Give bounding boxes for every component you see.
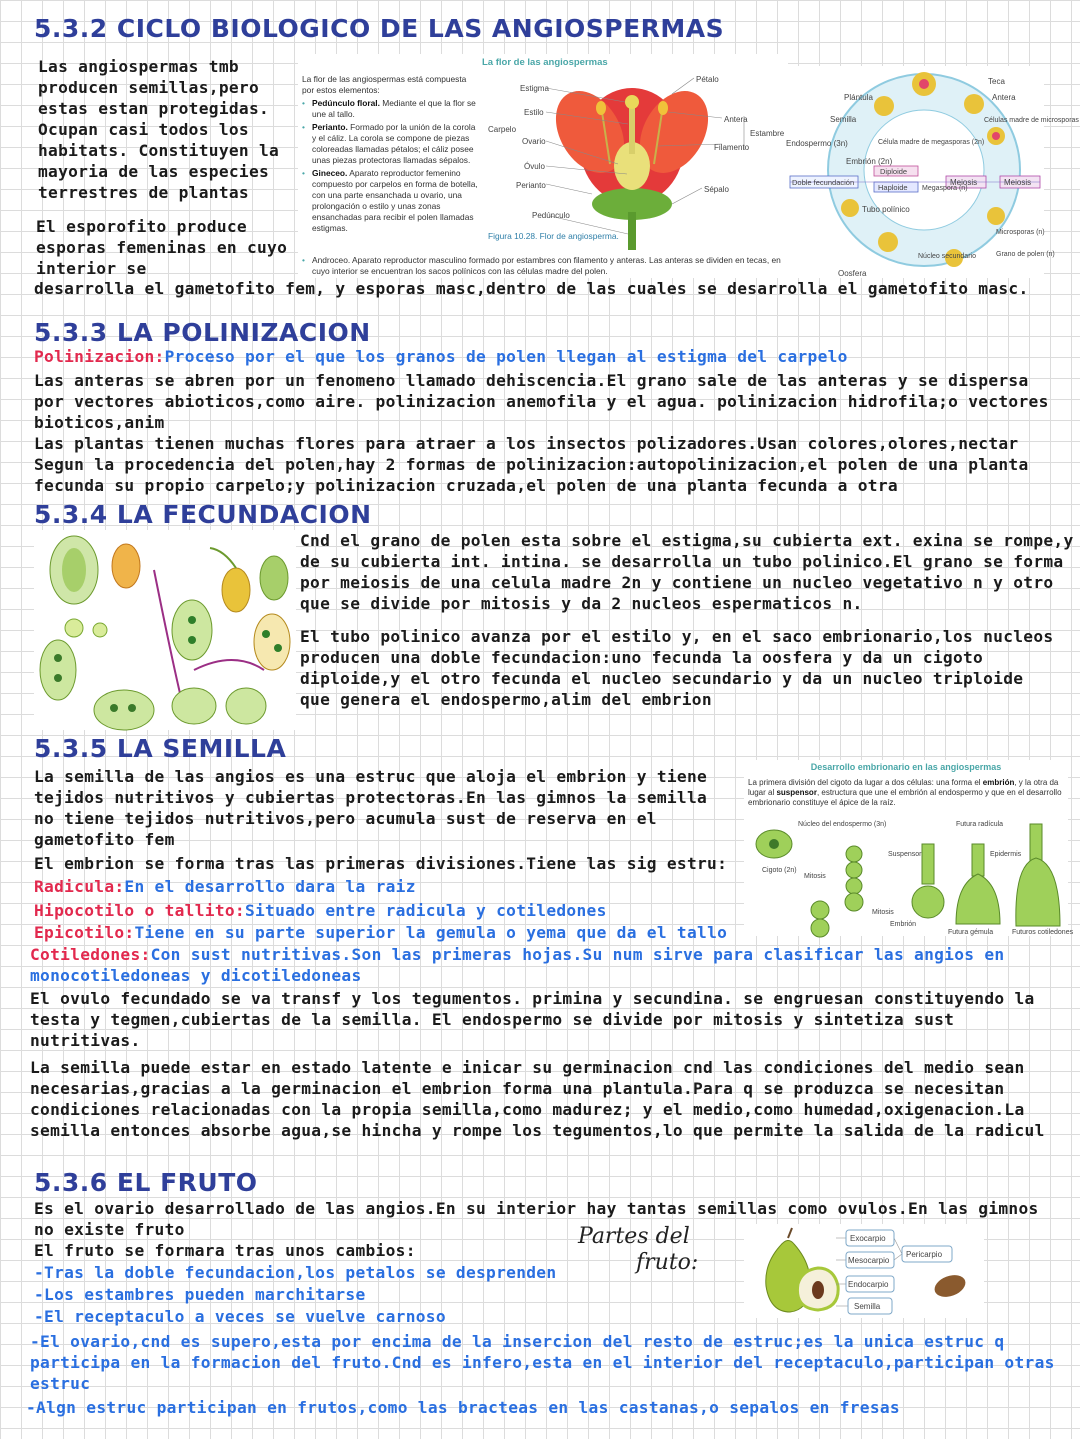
svg-text:Núcleo del endospermo (3n): Núcleo del endospermo (3n) [798, 821, 887, 828]
svg-text:Suspensor: Suspensor [888, 851, 922, 858]
fruit-parts-figure [744, 1224, 984, 1318]
paragraph-germinacion: La semilla puede estar en estado latente e inicar su germinacion cnd las condiciones del medio sean necesarias,gracias a la germinacion el embrion forma una plantula.Para q se produzca se necesitan condiciones relacionadas con la propia semilla,como madurez; y el medio,como humedad,oxigenacion.La semilla entonces absorbe agua,se hincha y rompe los tegumentos,lo que permite la salida de la radicul [30, 1058, 1045, 1140]
definition-epicotilo: Epicotilo:Tiene en su parte superior la gemula o yema que da el tallo [34, 923, 728, 942]
svg-text:Antera: Antera [724, 115, 748, 124]
svg-text:Ovario: Ovario [522, 137, 546, 146]
flower-item-androceo: • Androceo. Aparato reproductor masculino formado por estambres con filamento y anteras. Las anteras se dividen en tecas, en cuyo interior se encuentran los sacos polínicos con las células madre del polen. [302, 255, 781, 276]
svg-text:Estambre: Estambre [750, 129, 785, 138]
svg-text:Megaspora (n): Megaspora (n) [922, 185, 968, 192]
svg-text:Microsporas (n): Microsporas (n) [996, 229, 1045, 236]
embryo-figure-title: Desarrollo embrionario en las angiospermas [810, 762, 1002, 772]
svg-text:Mitosis: Mitosis [872, 909, 894, 916]
svg-text:Endocarpio: Endocarpio [848, 1280, 889, 1289]
handwritten-fruto: fruto: [636, 1250, 699, 1275]
svg-text:Antera: Antera [992, 93, 1016, 102]
svg-text:Mitosis: Mitosis [804, 873, 826, 880]
svg-text:Endospermo (3n): Endospermo (3n) [786, 139, 848, 148]
flower-item-perianto: • Perianto. Formado por la unión de la corola y el cáliz. La corola se compone de piezas coloreadas llamadas pétalos; el cáliz posee unas piezas protectoras llamadas sépalos. [302, 122, 476, 165]
paragraph-dehiscencia: Las anteras se abren por un fenomeno llamado dehiscencia.El grano sale de las anteras y se dispersa por vectores abioticos,como aire. polinizacion anemofila y el agua. polinizacion hidrofila;o vectores bioticos,anim [34, 371, 1049, 432]
flower-item-pedunculo: • Pedúnculo floral. Mediante el que la flor se une al tallo. [302, 98, 476, 119]
svg-text:Perianto: Perianto [516, 181, 546, 190]
svg-text:Carpelo: Carpelo [488, 125, 517, 134]
svg-text:Semilla: Semilla [830, 115, 857, 124]
list-item-estambres: -Los estambres pueden marchitarse [34, 1285, 366, 1304]
svg-text:Mesocarpio: Mesocarpio [848, 1256, 890, 1265]
svg-text:Teca: Teca [988, 77, 1005, 86]
paragraph-embrion-estructuras: El embrion se forma tras las primeras divisiones.Tiene las sig estru: [34, 854, 728, 873]
paragraph-tubo-polinico: Cnd el grano de polen esta sobre el estigma,su cubierta ext. exina se rompe,y de su cubierta int. intina. se desarrolla un tubo polinico.El grano se forma por meiosis de una celula madre 2n y contiene un nucleo vegetativo n y otro que se divide por mitosis y da 2 nucleos espermaticos n. [300, 531, 1074, 613]
svg-text:Plántula: Plántula [844, 93, 873, 102]
flower-description [302, 74, 480, 234]
svg-text:Filamento: Filamento [714, 143, 750, 152]
svg-text:Núcleo secundario: Núcleo secundario [918, 253, 976, 260]
svg-text:Pedúnculo: Pedúnculo [532, 211, 570, 220]
paragraph-fruto: Es el ovario desarrollado de las angios.En su interior hay tantas semillas como ovulos.En las gimnos no existe fruto [34, 1199, 1039, 1239]
life-cycle-figure [784, 66, 1079, 278]
embryo-diagram [744, 814, 1074, 936]
embryo-figure-description: La primera división del cigoto da lugar a dos células: una forma el embrión, y la otra da lugar al suspensor, estructura que une el embrión al endospermo y que en el desarrollo embrionario constituye el ápice de la raíz. [748, 778, 1062, 807]
paragraph-flores: Las plantas tienen muchas flores para atraer a los insectos polizadores.Usan colores,olores,nectar [34, 434, 1019, 453]
flower-figure-title: La flor de las angiospermas [482, 57, 608, 68]
definition-radicula: Radicula:En el desarrollo dara la raiz [34, 877, 416, 896]
svg-text:Pétalo: Pétalo [696, 75, 719, 84]
svg-text:Sépalo: Sépalo [704, 185, 729, 194]
fecundation-figure [34, 530, 296, 730]
list-item-petalos: -Tras la doble fecundacion,los petalos se desprenden [34, 1263, 557, 1282]
list-item-bracteas: -Algn estruc participan en frutos,como las bracteas en las castanas,o sepalos en fresas [26, 1398, 900, 1417]
paragraph-angiospermas-intro: Las angiospermas tmb producen semillas,pero estas estan protegidas. Ocupan casi todos los habitats. Constituyen la mayoria de las especies terrestres de plantas [38, 57, 280, 202]
svg-text:Epidermis: Epidermis [990, 851, 1022, 858]
flower-intro: La flor de las angiospermas está compuesta por estos elementos: [302, 74, 467, 95]
svg-text:Futura radícula: Futura radícula [956, 821, 1004, 828]
svg-text:Célula madre de megasporas (2n: Célula madre de megasporas (2n) [878, 139, 985, 146]
svg-text:Semilla: Semilla [854, 1302, 881, 1311]
section-title-5-3-5: 5.3.5 LA SEMILLA [34, 734, 287, 763]
svg-text:Estilo: Estilo [524, 108, 544, 117]
svg-text:Grano de polen (n): Grano de polen (n) [996, 251, 1055, 258]
paragraph-gametofito: desarrolla el gametofito fem, y esporas masc,dentro de las cuales se desarrolla el gametofito masc. [34, 279, 1029, 298]
svg-text:Meiosis: Meiosis [950, 178, 978, 187]
paragraph-ovulo-fecundado: El ovulo fecundado se va transf y los tegumentos. primina y secundina. se engruesan constituyendo la testa y tegmen,cubiertas de la semilla. El endospermo se divide por mitosis y sintetiza sust nutritivas. [30, 989, 1035, 1050]
svg-text:Diploide: Diploide [880, 167, 908, 176]
definition-cotiledones: Cotiledones:Con sust nutritivas.Son las primeras hojas.Su num sirve para clasificar las angios en monocotiledoneas y dicotiledoneas [30, 945, 1005, 985]
svg-text:Exocarpio: Exocarpio [850, 1234, 886, 1243]
svg-text:Estigma: Estigma [520, 84, 549, 93]
section-title-5-3-2: 5.3.2 CICLO BIOLOGICO DE LAS ANGIOSPERMAS [34, 14, 725, 43]
svg-text:Meiosis: Meiosis [1004, 178, 1032, 187]
svg-text:Tubo polínico: Tubo polínico [862, 205, 910, 214]
svg-text:Futuros cotiledones: Futuros cotiledones [1012, 929, 1074, 936]
list-item-receptaculo: -El receptaculo a veces se vuelve carnoso [34, 1307, 446, 1326]
section-title-5-3-6: 5.3.6 EL FRUTO [34, 1168, 258, 1197]
svg-text:Pericarpio: Pericarpio [906, 1250, 943, 1259]
svg-text:Embrión: Embrión [890, 921, 917, 928]
paragraph-fruto-cambios: El fruto se formara tras unos cambios: [34, 1241, 416, 1260]
svg-text:Haploide: Haploide [878, 183, 908, 192]
definition-polinizacion: Polinizacion:Proceso por el que los granos de polen llegan al estigma del carpelo [34, 347, 848, 366]
svg-text:Cigoto (2n): Cigoto (2n) [762, 867, 797, 874]
flower-caption: Figura 10.28. Flor de angiosperma. [488, 231, 619, 241]
paragraph-doble-fecundacion: El tubo polinico avanza por el estilo y, en el saco embrionario,los nucleos producen una doble fecundacion:uno fecunda la oosfera y da un cigoto diploide,y el otro fecunda el nucleo secundario y da un nucleo triploide que genera el endospermo,alim del embrion [300, 627, 1054, 709]
svg-text:Oosfera: Oosfera [838, 269, 867, 278]
flower-diagram [482, 54, 788, 254]
svg-text:Futura gémula: Futura gémula [948, 929, 994, 936]
svg-text:Embrión (2n): Embrión (2n) [846, 157, 893, 166]
handwritten-partes-del: Partes del [578, 1224, 690, 1249]
paragraph-tipos-polinizacion: Segun la procedencia del polen,hay 2 formas de polinizacion:autopolinizacion,el polen de una planta fecunda su propio carpelo;y polinizacion cruzada,el polen de una planta fecunda a otra [34, 455, 1029, 495]
svg-text:Células madre de microsporas: Células madre de microsporas [984, 117, 1079, 124]
svg-text:Doble fecundación: Doble fecundación [792, 178, 855, 187]
flower-item-gineceo: • Gineceo. Aparato reproductor femenino compuesto por carpelos en forma de botella, con una parte ensanchada u ovario, una prolongación o estilo y unas zonas ensanchadas para recibir el polen llamadas estigmas. [302, 168, 478, 233]
flower-figure [298, 54, 788, 278]
section-title-5-3-3: 5.3.3 LA POLINIZACION [34, 318, 371, 347]
list-item-ovario: -El ovario,cnd es supero,esta por encima de la insercion del resto de estruc;es la unica estruc q participa en la formacion del fruto.Cnd es infero,esta en el interior del receptaculo,participan otras estruc [30, 1332, 1055, 1393]
definition-hipocotilo: Hipocotilo o tallito:Situado entre radicula y cotiledones [34, 901, 607, 920]
embryo-figure [744, 760, 1074, 936]
svg-text:Óvulo: Óvulo [524, 162, 545, 171]
section-title-5-3-4: 5.3.4 LA FECUNDACION [34, 500, 372, 529]
paragraph-esporofito: El esporofito produce esporas femeninas en cuyo interior se [36, 217, 288, 278]
paragraph-semilla: La semilla de las angios es una estruc que aloja el embrion y tiene tejidos nutritivos y cubiertas protectoras.En las gimnos la semilla no tiene tejidos nutritivos,pero acumula sust de reserva en el gametofito fem [34, 767, 708, 849]
